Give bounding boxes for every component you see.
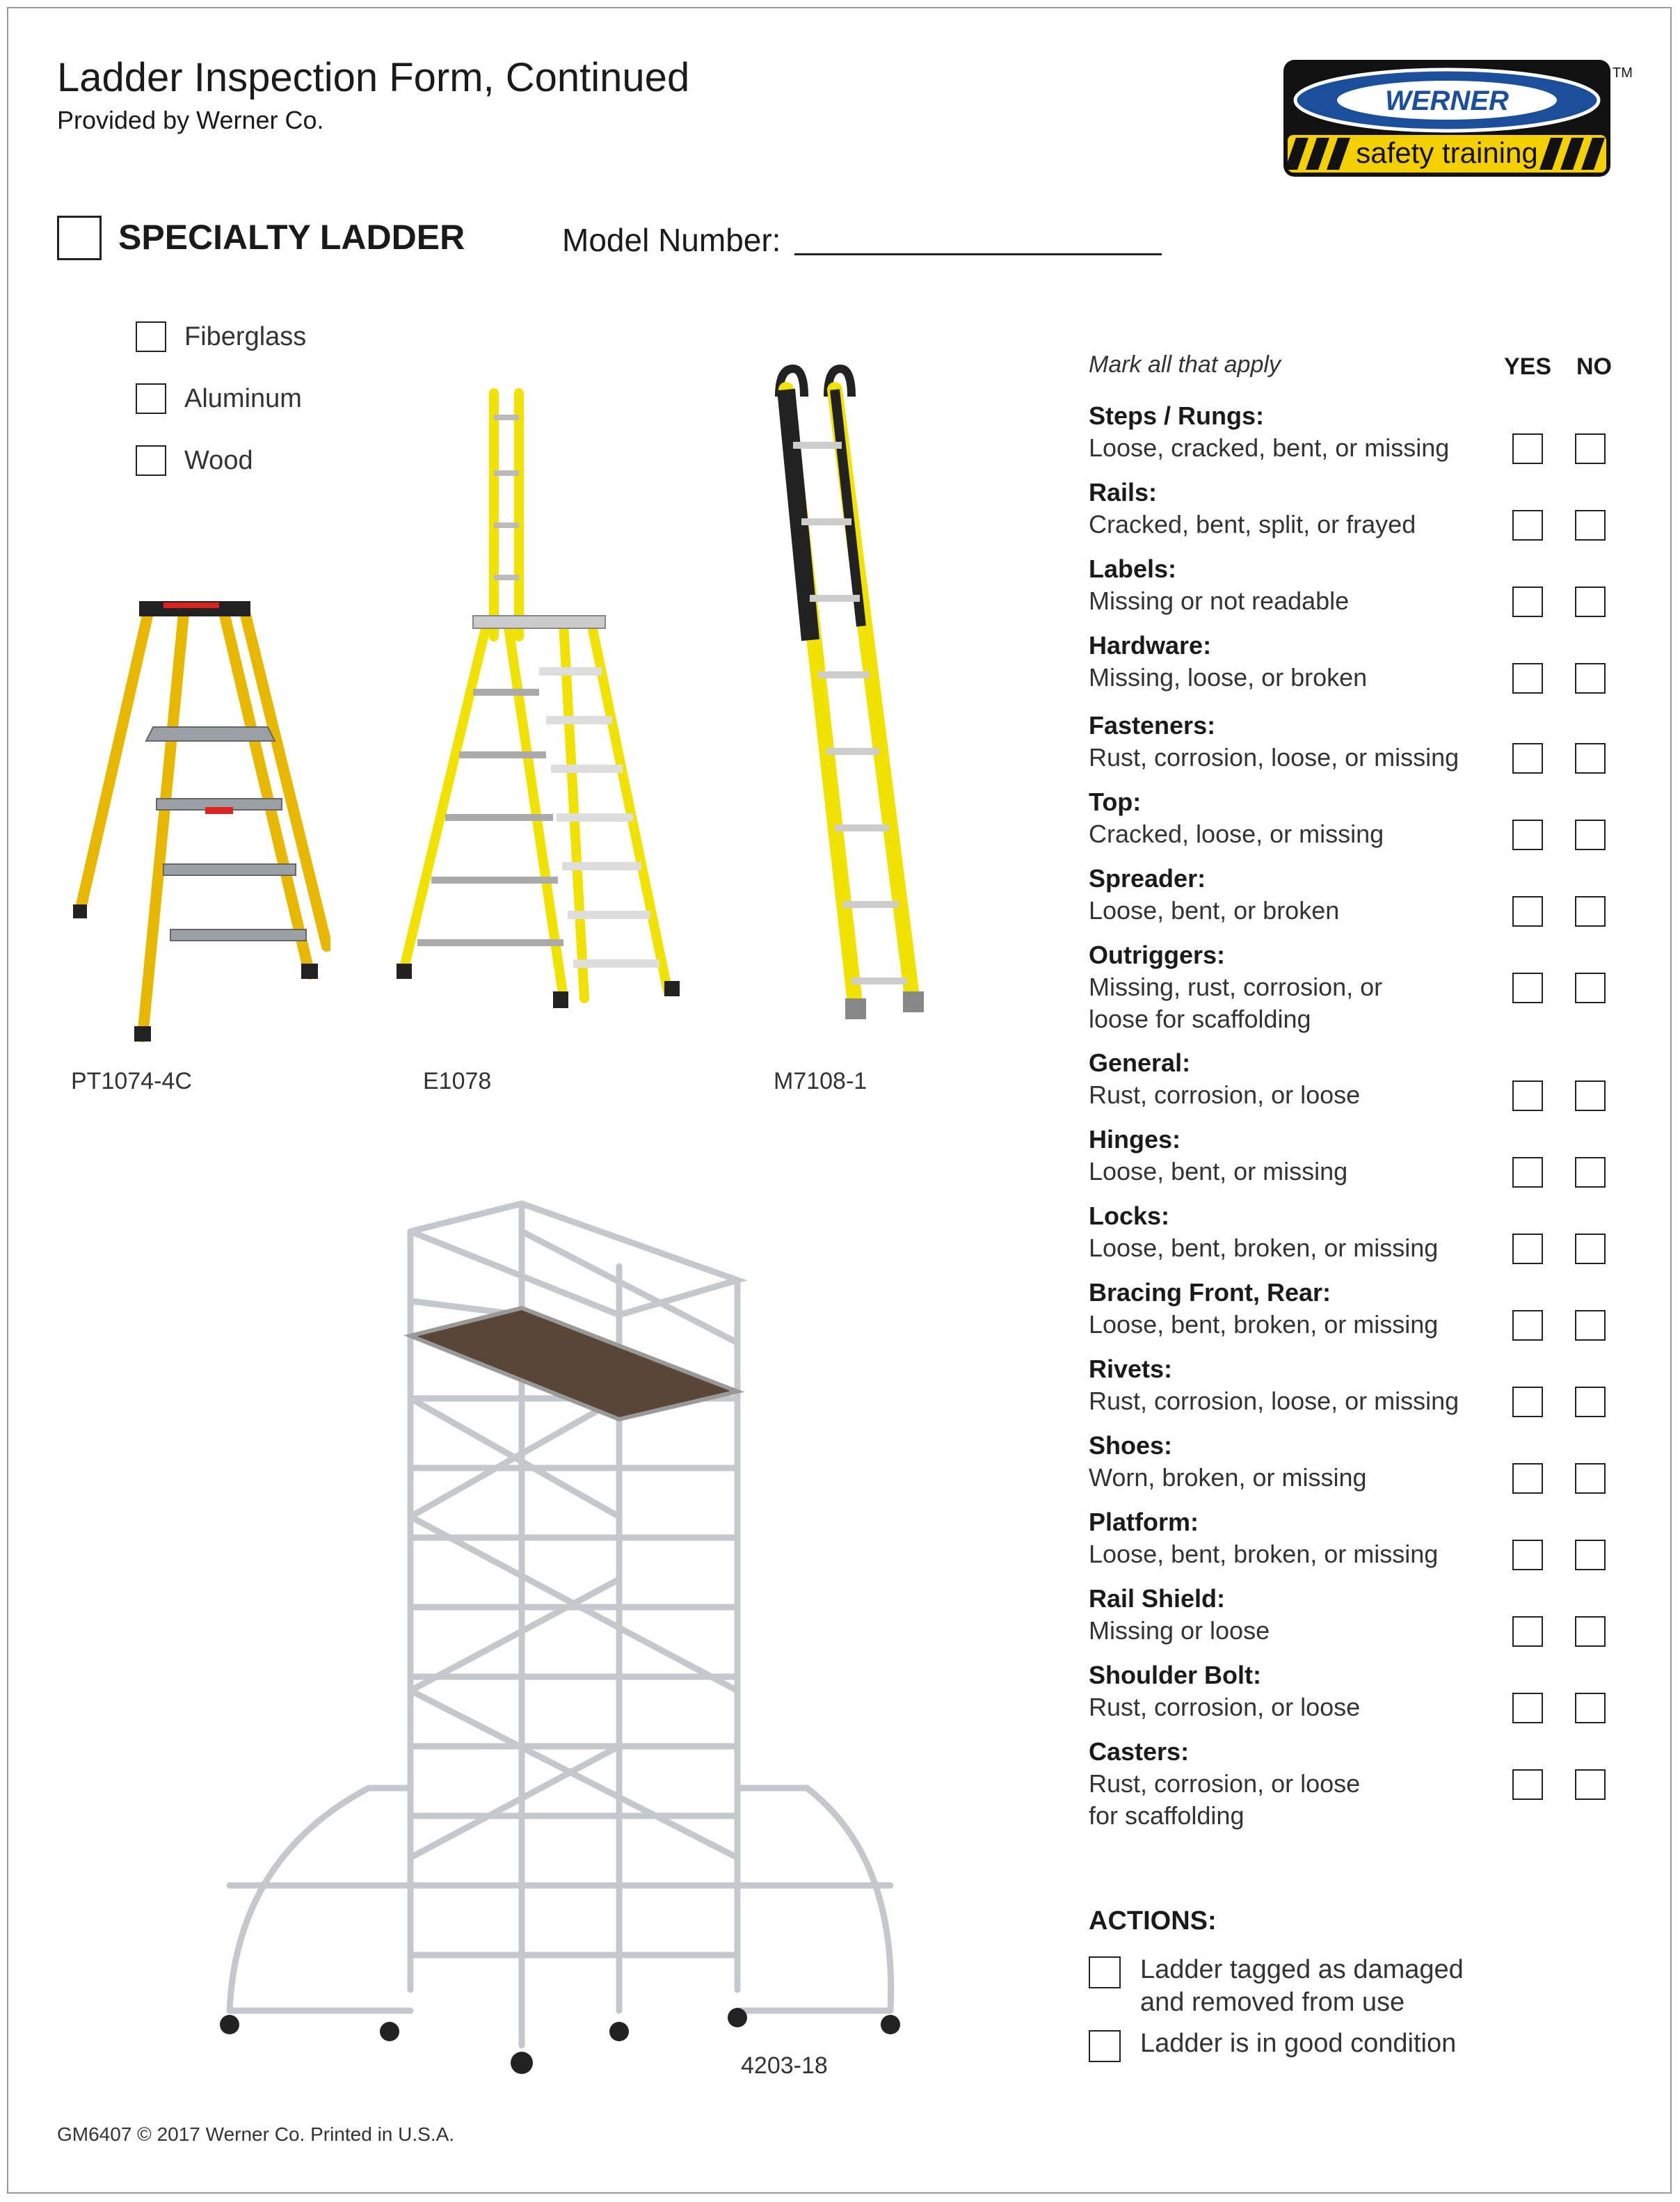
no-checkbox[interactable] bbox=[1575, 1616, 1606, 1647]
checklist-item-description: Cracked, bent, split, or frayed bbox=[1089, 510, 1416, 538]
checklist-instruction: Mark all that apply bbox=[1089, 351, 1281, 378]
yes-checkbox[interactable] bbox=[1512, 1540, 1543, 1570]
yes-checkbox[interactable] bbox=[1512, 1769, 1543, 1800]
checklist-item-title: Hinges: bbox=[1089, 1125, 1181, 1154]
action-good-condition[interactable] bbox=[1089, 2027, 1502, 2062]
material-option-fiberglass[interactable] bbox=[136, 321, 306, 352]
fiberglass-checkbox[interactable] bbox=[136, 321, 166, 352]
specialty-ladder-label: SPECIALTY LADDER bbox=[118, 218, 465, 257]
checklist-item-description: Cracked, loose, or missing bbox=[1089, 820, 1384, 848]
page-title: Ladder Inspection Form, Continued bbox=[57, 55, 690, 100]
no-checkbox[interactable] bbox=[1575, 1387, 1606, 1417]
yes-checkbox[interactable] bbox=[1512, 433, 1543, 464]
actions-title: ACTIONS: bbox=[1089, 1906, 1217, 1936]
checklist-item-title: Top: bbox=[1089, 788, 1142, 816]
checklist-item-description: Rust, corrosion, or loose bbox=[1089, 1080, 1361, 1109]
no-checkbox[interactable] bbox=[1575, 663, 1606, 694]
no-checkbox[interactable] bbox=[1575, 433, 1606, 464]
checklist-item-description: Missing, loose, or broken bbox=[1089, 663, 1368, 692]
yes-checkbox[interactable] bbox=[1512, 1693, 1543, 1723]
manhole-ladder-model: M7108-1 bbox=[774, 1068, 867, 1094]
action-tagged-damaged-label: Ladder tagged as damaged and removed from use bbox=[1140, 1955, 1464, 2017]
page-subtitle: Provided by Werner Co. bbox=[57, 106, 324, 134]
trestle-ladder-model: E1078 bbox=[423, 1068, 492, 1094]
checklist-item bbox=[1089, 1506, 1506, 1570]
checklist-item-description: Loose, bent, broken, or missing bbox=[1089, 1310, 1439, 1339]
checklist-item bbox=[1089, 1430, 1506, 1494]
model-number-label: Model Number: bbox=[562, 222, 781, 258]
model-number-field[interactable] bbox=[794, 253, 1162, 255]
checklist-item bbox=[1089, 939, 1506, 1035]
checklist-item-description: Loose, cracked, bent, or missing bbox=[1089, 433, 1450, 462]
aluminum-label: Aluminum bbox=[184, 383, 302, 413]
checklist-item-description: Rust, corrosion, loose, or missing bbox=[1089, 743, 1459, 772]
platform-ladder-model: PT1074-4C bbox=[71, 1068, 192, 1094]
checklist-item bbox=[1089, 1124, 1506, 1188]
yes-checkbox[interactable] bbox=[1512, 1616, 1543, 1647]
checklist-item bbox=[1089, 1659, 1506, 1723]
checklist-item-title: Locks: bbox=[1089, 1202, 1170, 1230]
checklist-item-description-cont: for scaffolding bbox=[1089, 1801, 1245, 1830]
action-good-condition-checkbox[interactable] bbox=[1089, 2030, 1121, 2062]
checklist-item-description: Worn, broken, or missing bbox=[1089, 1463, 1367, 1492]
checklist-item bbox=[1089, 1583, 1506, 1647]
yes-checkbox[interactable] bbox=[1512, 743, 1543, 774]
no-checkbox[interactable] bbox=[1575, 973, 1606, 1003]
checklist-item-title: Spreader: bbox=[1089, 864, 1206, 893]
checklist-item bbox=[1089, 786, 1506, 850]
scaffold-model: 4203-18 bbox=[741, 2052, 828, 2079]
checklist-item bbox=[1089, 710, 1506, 774]
checklist-item-title: Hardware: bbox=[1089, 631, 1212, 660]
yes-checkbox[interactable] bbox=[1512, 587, 1543, 617]
yes-checkbox[interactable] bbox=[1512, 973, 1543, 1003]
no-checkbox[interactable] bbox=[1575, 1540, 1606, 1570]
checklist-item bbox=[1089, 1200, 1506, 1264]
trestle-ladder-image bbox=[390, 386, 682, 1012]
yes-checkbox[interactable] bbox=[1512, 510, 1543, 541]
no-checkbox[interactable] bbox=[1575, 587, 1606, 617]
no-checkbox[interactable] bbox=[1575, 1463, 1606, 1494]
checklist-item bbox=[1089, 1736, 1506, 1832]
checklist-item-title: Rails: bbox=[1089, 478, 1158, 506]
checklist-item-title: General: bbox=[1089, 1048, 1191, 1077]
checklist-item bbox=[1089, 1353, 1506, 1417]
checklist-item bbox=[1089, 477, 1506, 541]
no-column-header: NO bbox=[1576, 353, 1612, 380]
logo-tagline: safety training bbox=[1356, 136, 1538, 169]
no-checkbox[interactable] bbox=[1575, 1234, 1606, 1264]
action-good-condition-label: Ladder is in good condition bbox=[1140, 2029, 1457, 2058]
yes-checkbox[interactable] bbox=[1512, 1387, 1543, 1417]
checklist-item-description: Missing or not readable bbox=[1089, 587, 1350, 615]
checklist-item bbox=[1089, 863, 1506, 927]
aluminum-checkbox[interactable] bbox=[136, 383, 166, 414]
checklist-item bbox=[1089, 1047, 1506, 1111]
no-checkbox[interactable] bbox=[1575, 1693, 1606, 1723]
checklist-item-title: Shoulder Bolt: bbox=[1089, 1661, 1261, 1689]
action-tagged-damaged[interactable] bbox=[1089, 1954, 1502, 2019]
checklist-item bbox=[1089, 1277, 1506, 1341]
logo-brand: WERNER bbox=[1385, 86, 1509, 116]
no-checkbox[interactable] bbox=[1575, 1157, 1606, 1188]
no-checkbox[interactable] bbox=[1575, 820, 1606, 850]
werner-logo bbox=[1283, 60, 1610, 177]
checklist-item-description-cont: loose for scaffolding bbox=[1089, 1005, 1311, 1033]
yes-checkbox[interactable] bbox=[1512, 896, 1543, 927]
yes-checkbox[interactable] bbox=[1512, 820, 1543, 850]
checklist-item-description: Rust, corrosion, or loose bbox=[1089, 1769, 1361, 1798]
trademark: TM bbox=[1613, 65, 1633, 81]
manhole-ladder-image bbox=[758, 362, 932, 1030]
checklist-item bbox=[1089, 630, 1506, 694]
checklist-item-description: Rust, corrosion, or loose bbox=[1089, 1693, 1361, 1721]
checklist-item-title: Outriggers: bbox=[1089, 941, 1226, 969]
platform-ladder-image bbox=[66, 598, 330, 1044]
checklist-item-description: Loose, bent, broken, or missing bbox=[1089, 1234, 1439, 1262]
action-tagged-damaged-checkbox[interactable] bbox=[1089, 1956, 1121, 1988]
no-checkbox[interactable] bbox=[1575, 896, 1606, 927]
no-checkbox[interactable] bbox=[1575, 1080, 1606, 1111]
checklist-item-title: Rivets: bbox=[1089, 1355, 1173, 1383]
checklist-item-title: Fasteners: bbox=[1089, 711, 1216, 740]
checklist-item bbox=[1089, 400, 1506, 464]
checklist-item bbox=[1089, 553, 1506, 617]
wood-label: Wood bbox=[184, 445, 253, 475]
no-checkbox[interactable] bbox=[1575, 1769, 1606, 1800]
checklist-item-title: Labels: bbox=[1089, 555, 1177, 583]
yes-checkbox[interactable] bbox=[1512, 1234, 1543, 1264]
no-checkbox[interactable] bbox=[1575, 743, 1606, 774]
yes-column-header: YES bbox=[1504, 353, 1552, 380]
checklist-item-title: Steps / Rungs: bbox=[1089, 401, 1265, 430]
checklist-item-title: Shoes: bbox=[1089, 1431, 1173, 1460]
checklist-item-description: Loose, bent, or broken bbox=[1089, 896, 1340, 925]
checklist-item-title: Platform: bbox=[1089, 1508, 1199, 1536]
checklist-item-description: Loose, bent, or missing bbox=[1089, 1157, 1348, 1186]
checklist-item-title: Casters: bbox=[1089, 1737, 1190, 1766]
yes-checkbox[interactable] bbox=[1512, 1463, 1543, 1494]
checklist-item-title: Bracing Front, Rear: bbox=[1089, 1278, 1331, 1307]
yes-checkbox[interactable] bbox=[1512, 1310, 1543, 1341]
checklist-item-description: Rust, corrosion, loose, or missing bbox=[1089, 1387, 1459, 1415]
footer-copyright: GM6407 © 2017 Werner Co. Printed in U.S.A. bbox=[57, 2123, 455, 2145]
checklist-item-description: Loose, bent, broken, or missing bbox=[1089, 1540, 1439, 1568]
no-checkbox[interactable] bbox=[1575, 510, 1606, 541]
material-option-aluminum[interactable] bbox=[136, 383, 302, 414]
checklist-item-description: Missing, rust, corrosion, or bbox=[1089, 973, 1383, 1001]
wood-checkbox[interactable] bbox=[136, 445, 166, 476]
yes-checkbox[interactable] bbox=[1512, 1080, 1543, 1111]
specialty-ladder-checkbox[interactable] bbox=[57, 216, 102, 260]
checklist-item-title: Rail Shield: bbox=[1089, 1584, 1226, 1613]
material-option-wood[interactable] bbox=[136, 445, 253, 476]
yes-checkbox[interactable] bbox=[1512, 1157, 1543, 1188]
no-checkbox[interactable] bbox=[1575, 1310, 1606, 1341]
checklist-item-description: Missing or loose bbox=[1089, 1616, 1270, 1645]
fiberglass-label: Fiberglass bbox=[184, 321, 307, 351]
scaffold-tower-image bbox=[209, 1190, 918, 2080]
yes-checkbox[interactable] bbox=[1512, 663, 1543, 694]
